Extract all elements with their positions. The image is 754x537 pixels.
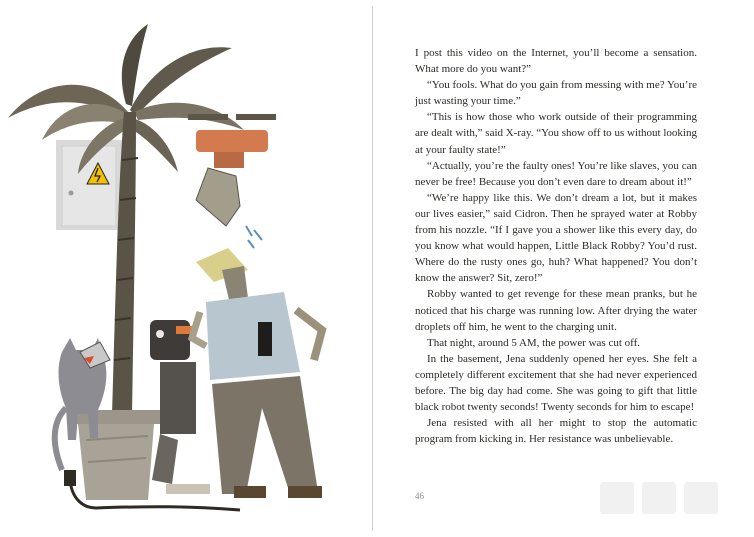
paragraph: “This is how those who work outside of their programming are dealt with,” said X-ray. “You show off to us without looking at your faulty state!” xyxy=(415,111,697,156)
plant-pot xyxy=(72,410,160,500)
paragraph: “Actually, you’re the faulty ones! You’re like slaves, you can never be free! Because you don’t even dare to dream about it!” xyxy=(415,159,697,188)
drone-robot xyxy=(188,114,276,248)
viewer-button[interactable] xyxy=(684,482,718,514)
right-page-text xyxy=(373,0,754,537)
paragraph: I post this video on the Internet, you’ll become a sensation. What more do you want?” xyxy=(415,47,697,76)
paragraph: Robby wanted to get revenge for these mean pranks, but he noticed that his charge was running low. After drying the water droplets off him, he went to the charging unit. xyxy=(415,288,697,333)
viewer-button[interactable] xyxy=(600,482,634,514)
paragraph: In the basement, Jena suddenly opened her eyes. She felt a completely different excitement that she had never experienced before. The big day had come. She was going to gift that little black robot twenty seconds! Twenty seconds for him to escape! xyxy=(415,352,697,414)
story-text xyxy=(415,45,697,447)
paragraph: Jena resisted with all her might to stop the automatic program from kicking in. Her resistance was unbelievable. xyxy=(415,417,697,446)
viewer-controls xyxy=(600,482,720,514)
man-character xyxy=(192,248,322,498)
left-page-illustration xyxy=(0,0,372,537)
illustration xyxy=(0,0,372,537)
paragraph: “We’re happy like this. We don’t dream a lot, but it makes our lives easier,” said Cidron. Then he sprayed water at Robby from his nozzle. “If I gave you a shower like this every day, do you know what would happen, Little Black Robby? You’d rust. Where do the rusty ones go, huh? What happened? You don’t know the answer? Sit, zero!” xyxy=(415,191,697,285)
paragraph: That night, around 5 AM, the power was cut off. xyxy=(427,336,641,349)
viewer-button[interactable] xyxy=(642,482,676,514)
paragraph: “You fools. What do you gain from messing with me? You’re just wasting your time.” xyxy=(415,79,697,108)
page-number: 46 xyxy=(415,491,424,501)
